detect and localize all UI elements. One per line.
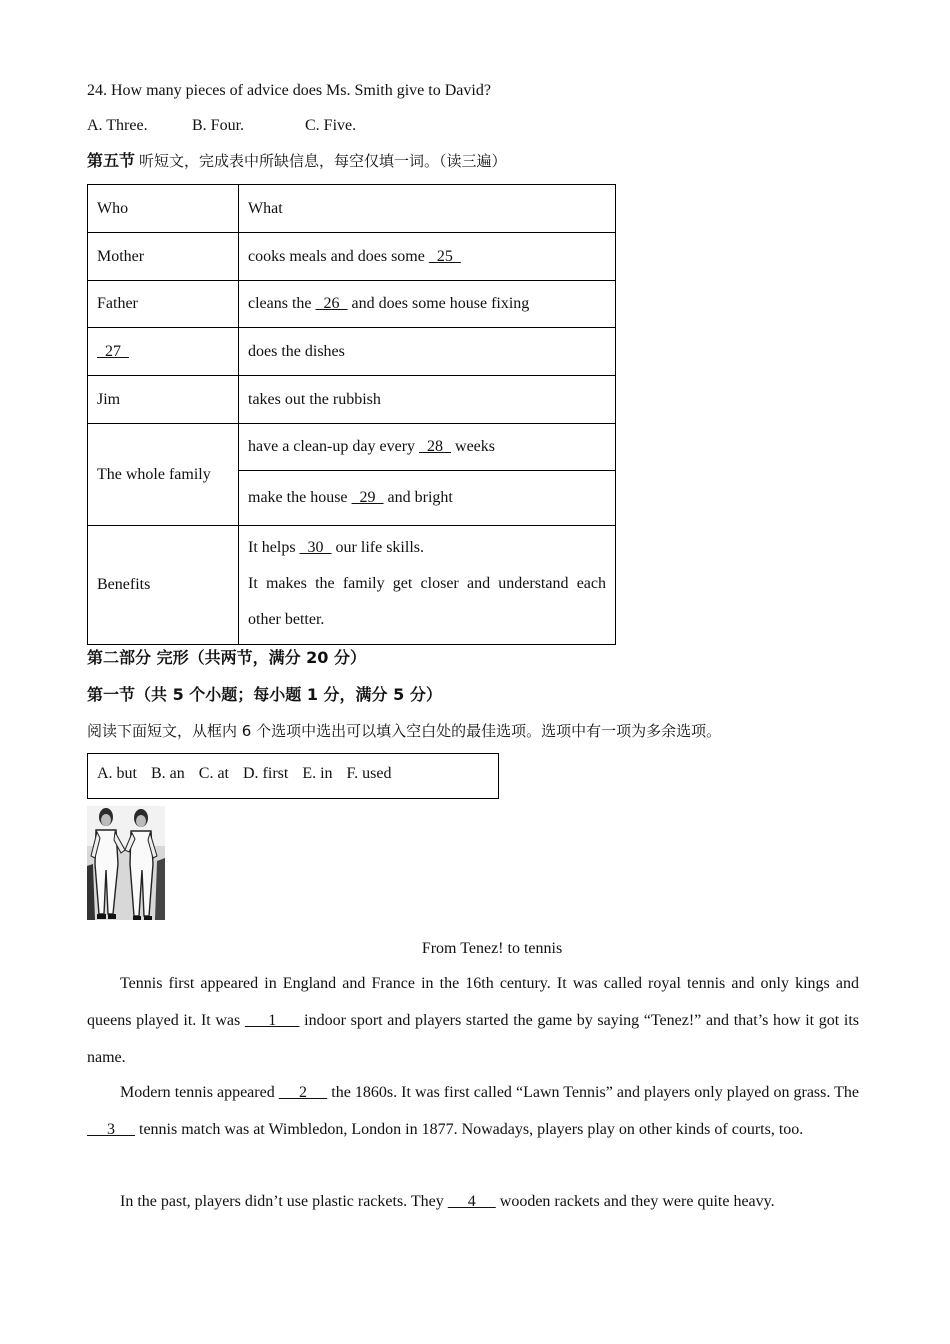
cell-what: takes out the rubbish [239, 376, 616, 424]
question-24-options [87, 116, 356, 136]
cell-what [239, 233, 616, 281]
blank-30[interactable]: 30 [299, 539, 332, 556]
word-option-b: B. an [151, 765, 185, 782]
blank-3[interactable]: 3 [87, 1121, 135, 1138]
blank-4[interactable]: 4 [447, 1193, 496, 1210]
cell-text: our life skills. [331, 539, 424, 556]
part-2-instruction: 阅读下面短文，从框内 6 个选项中选出可以填入空白处的最佳选项。选项中有一项为多余选项。 [87, 722, 722, 740]
part-2-section-1-title: 第一节（共 5 个小题；每小题 1 分，满分 5 分） [87, 685, 442, 704]
cell-text: and does some house fixing [347, 295, 530, 312]
benefit-line-2: It makes the family get closer and understand each other better. [248, 575, 606, 628]
section-5-instruction: 听短文，完成表中所缺信息，每空仅填一词。（读三遍） [139, 152, 507, 170]
word-option-c: C. at [198, 765, 229, 782]
para-text: Modern tennis appeared [120, 1084, 279, 1101]
blank-2[interactable]: 2 [278, 1084, 328, 1101]
header-who: Who [88, 185, 239, 233]
cell-what [239, 424, 616, 471]
para-text: tennis match was at Wimbledon, London in 1877. Nowadays, players play on other kinds of courts, too. [135, 1121, 804, 1138]
cell-text: It helps [248, 539, 300, 556]
cell-who: Mother [88, 233, 239, 281]
blank-26[interactable]: 26 [315, 295, 348, 312]
cell-text: weeks [451, 438, 495, 455]
passage-paragraph-1 [87, 965, 859, 1076]
header-what: What [239, 185, 616, 233]
cell-text: have a clean-up day every [248, 438, 420, 455]
cell-text: cooks meals and does some [248, 247, 429, 265]
blank-25[interactable]: 25 [428, 247, 461, 265]
table-row-family-1 [88, 424, 616, 471]
blank-27[interactable]: 27 [97, 342, 129, 360]
cell-text: make the house [248, 489, 352, 506]
question-24-stem: 24. How many pieces of advice does Ms. Smith give to David? [87, 82, 491, 99]
section-5-title: 第五节 [87, 151, 136, 170]
passage-paragraph-3 [87, 1183, 859, 1220]
cell-who [88, 328, 239, 376]
word-option-e: E. in [302, 765, 333, 782]
cell-who: Father [88, 281, 239, 328]
cell-text: cleans the [248, 295, 316, 312]
info-table [87, 184, 616, 645]
word-option-d: D. first [243, 765, 289, 782]
para-text: indoor sport and players started the game by saying “Tenez!” and that’s how it got its name. [87, 1012, 860, 1066]
para-text: In the past, players didn’t use plastic rackets. They [120, 1193, 448, 1210]
word-options-box [87, 753, 499, 799]
table-header-row [88, 185, 616, 233]
blank-29[interactable]: 29 [351, 489, 384, 506]
passage-title: From Tenez! to tennis [421, 940, 563, 957]
cell-who: Jim [88, 376, 239, 424]
cell-what [239, 471, 616, 526]
benefit-line-1 [248, 530, 606, 566]
cell-what: does the dishes [239, 328, 616, 376]
table-row [88, 376, 616, 424]
section-5-heading [87, 151, 507, 172]
option-b: B. Four. [192, 117, 245, 134]
cell-who: The whole family [88, 424, 239, 526]
cell-text: and bright [383, 489, 453, 506]
word-option-f: F. used [346, 765, 392, 782]
table-row [88, 233, 616, 281]
table-row [88, 328, 616, 376]
para-text: wooden rackets and they were quite heavy. [495, 1193, 775, 1210]
blank-28[interactable]: 28 [419, 438, 452, 455]
blank-1[interactable]: 1 [244, 1012, 300, 1029]
option-c: C. Five. [305, 117, 357, 134]
option-a: A. Three. [87, 117, 148, 134]
cell-what [239, 281, 616, 328]
part-2-title: 第二部分 完形（共两节，满分 20 分） [87, 648, 366, 667]
para-text: Tennis first appeared in England and France in the 16th century. It was called royal tennis and only kings and queens played it. It was [87, 975, 859, 1029]
cell-who: Benefits [88, 526, 239, 645]
tennis-players-photo [87, 806, 165, 920]
para-text: the 1860s. It was first called “Lawn Tennis” and players only played on grass. The [327, 1084, 860, 1101]
passage-paragraph-2 [87, 1074, 859, 1148]
table-row-benefits [88, 526, 616, 645]
table-row [88, 281, 616, 328]
cell-what [239, 526, 616, 645]
word-option-a: A. but [97, 765, 137, 782]
